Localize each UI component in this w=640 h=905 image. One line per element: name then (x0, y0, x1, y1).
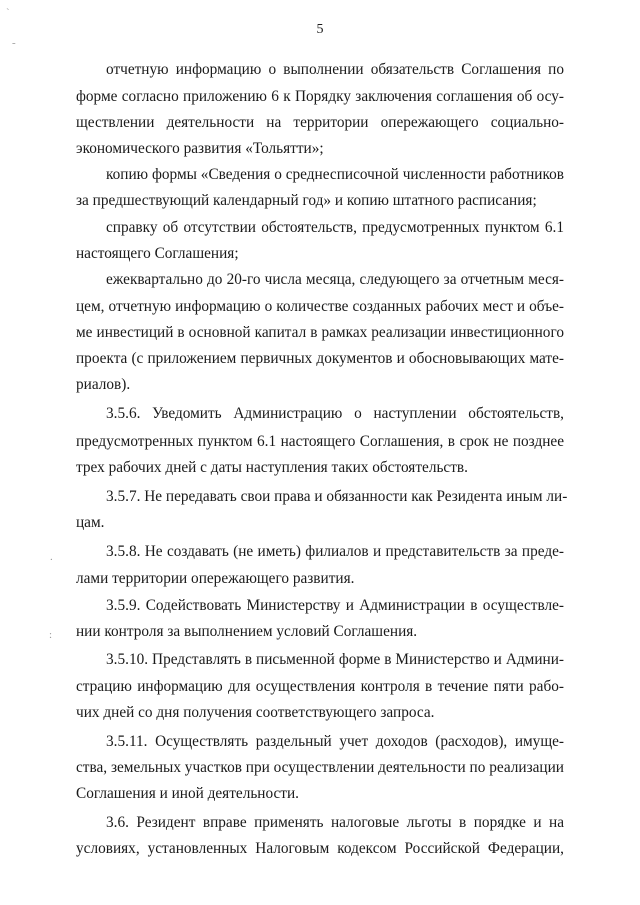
text-line: чих дней со дня получения соответствующего запроса. (76, 704, 435, 721)
text-line: ства, земельных участков при осуществлении деятельности по реализации (76, 759, 564, 776)
text-line: ществлении деятельности на территории опережающего социально- (76, 114, 564, 131)
text-line: отчетную информацию о выполнении обязательств Соглашения по (106, 61, 564, 78)
text-line: 3.5.8. Не создавать (не иметь) филиалов и представительств за преде- (106, 543, 564, 560)
text-line: экономического развития «Тольятти»; (76, 140, 324, 157)
text-line: за предшествующий календарный год» и копию штатного расписания; (76, 192, 537, 209)
text-line: цем, отчетную информацию о количестве созданных рабочих мест и объе- (76, 298, 564, 315)
text-line: 3.5.7. Не передавать свои права и обязанности как Резидента иным ли- (106, 488, 568, 505)
text-line: 3.5.9. Содействовать Министерству и Администрации в осуществле- (106, 597, 564, 614)
scan-mark: - (12, 37, 16, 49)
text-line: ме инвестиций в основной капитал в рамках реализации инвестиционного (76, 324, 564, 341)
page-number: 5 (316, 22, 324, 37)
text-line: 3.5.6. Уведомить Администрацию о наступлении обстоятельств, (106, 405, 564, 422)
text-line: предусмотренных пунктом 6.1 настоящего Соглашения, в срок не позднее (76, 433, 564, 450)
text-line: 3.6. Резидент вправе применять налоговые льготы в порядке и на (106, 814, 564, 831)
scan-mark: . (50, 551, 53, 563)
text-line: проекта (с приложением первичных документов и обосновывающих мате- (76, 350, 564, 367)
text-line: риалов). (76, 376, 131, 393)
text-line: нии контроля за выполнением условий Соглашения. (76, 623, 418, 640)
text-line: цам. (76, 514, 105, 531)
text-line: настоящего Соглашения; (76, 245, 239, 262)
text-line: справку об отсутствии обстоятельств, предусмотренных пунктом 6.1 (106, 219, 564, 236)
text-line: ежеквартально до 20-го числа месяца, следующего за отчетным меся- (106, 271, 564, 288)
text-line: страцию информацию для осуществления контроля в течение пяти рабо- (76, 678, 564, 695)
text-line: 3.5.10. Представлять в письменной форме в Министерство и Админи- (106, 651, 564, 668)
text-line: Соглашения и иной деятельности. (76, 785, 300, 802)
text-line: 3.5.11. Осуществлять раздельный учет доходов (расходов), имуще- (106, 733, 564, 750)
text-line: лами территории опережающего развития. (76, 570, 355, 587)
text-line: трех рабочих дней с даты наступления таких обстоятельств. (76, 459, 468, 476)
text-line: форме согласно приложению 6 к Порядку заключения соглашения об осу- (76, 88, 564, 105)
text-line: условиях, установленных Налоговым кодексом Российской Федерации, (76, 840, 564, 857)
scan-mark: ` (6, 7, 10, 19)
scan-mark: : (49, 629, 53, 641)
text-line: копию формы «Сведения о среднесписочной численности работников (106, 166, 564, 183)
